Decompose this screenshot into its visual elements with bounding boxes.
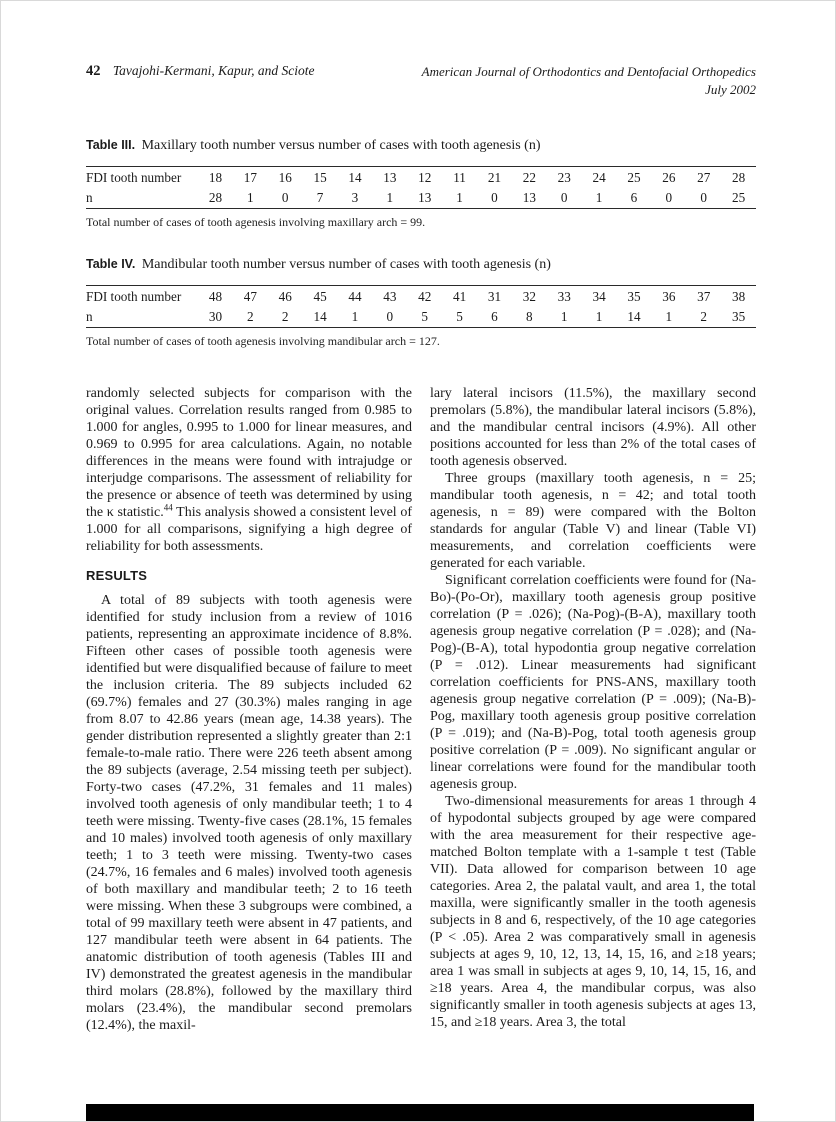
- table-cell: 45: [313, 288, 327, 304]
- table-cell: 2: [281, 309, 289, 325]
- journal-name: American Journal of Orthodontics and Dentofacial Orthopedics: [421, 64, 756, 79]
- table-cell: 35: [731, 309, 746, 325]
- table-cell: 30: [208, 309, 223, 325]
- table-iii-label: Table III.: [86, 138, 136, 153]
- table-cell: 24: [592, 169, 606, 185]
- table-iv-title: Mandibular tooth number versus number of cases with tooth agenesis (n): [141, 257, 551, 273]
- paragraph: Two-dimensional measurements for areas 1 through 4 of hypodontal subjects grouped by age were compared with the area measurement for their respective age-matched Bolton template with a 1-sample t test (Table VII). Data allowed for comparison between 10 age categories. Area 2, the palatal vault, and area 1, the total maxilla, were significantly smaller in the tooth agenesis subjects in 8 and 6, respectively, of the 10 age categories (P < .05). Area 2 was comparatively small in agenesis subjects at ages 9, 10, 12, 13, 14, 15, 16, and ≥18 years; area 1 was small in subjects at ages 9, 10, 14, 15, 16, and ≥18 years. Area 4, the mandibular corpus, was also significantly smaller in tooth agenesis subjects at ages 13, 15, and ≥18 years. Area 3, the total: [430, 794, 756, 1031]
- table-cell: 16: [278, 169, 292, 185]
- table-row: [86, 307, 756, 328]
- table-iii-caption: [86, 138, 756, 154]
- table-cell: 0: [491, 190, 498, 206]
- table-cell: 0: [281, 190, 289, 206]
- page-number: 42: [86, 63, 101, 79]
- table-cell: 13: [418, 190, 432, 206]
- table-cell: 25: [627, 169, 641, 185]
- table-cell: 11: [453, 169, 466, 185]
- table-cell: 14: [348, 169, 362, 185]
- table-iv-footnote: Total number of cases of tooth agenesis involving mandibular arch = 127.: [86, 334, 440, 349]
- table-cell: 6: [491, 309, 498, 325]
- table-cell: 15: [313, 169, 327, 185]
- table-cell: 32: [522, 288, 536, 304]
- table-cell: 31: [487, 288, 502, 304]
- row-header: FDI tooth number: [86, 169, 182, 185]
- table-cell: 0: [386, 309, 394, 325]
- bottom-scan-bar: [86, 1104, 754, 1122]
- table-cell: 5: [456, 309, 463, 325]
- table-cell: 47: [243, 288, 257, 304]
- left-column: [86, 385, 412, 1034]
- paragraph: Significant correlation coefficients were found for (Na-Bo)-(Po-Or), maxillary tooth agenesis group positive correlation (P = .026); (Na-Pog)-(B-A), maxillary tooth agenesis group negative correlation (P = .028); and (Na-Pog)-(B-A), total hypodontia group negative correlation (P = .012). Linear measurements had significant correlation coefficients for PNS-ANS, maxillary tooth agenesis group negative correlation (P = .009); (Na-B)-Pog, maxillary tooth agenesis group positive correlation (P = .019); and (Na-B)-Pog, total tooth agenesis group positive correlation (P = .009). No significant angular or linear correlations were found for the mandibular tooth agenesis group.: [430, 573, 756, 793]
- paragraph-text: randomly selected subjects for comparison with the original values. Correlation results ranged from 0.985 to 1.000 for angles, 0.995 to 1.000 for linear measures, and 0.969 to 0.995 for area calculations. Again, no notable differences in the means were found with intrajudge or interjudge comparisons. The assessment of reliability for the presence or absence of teeth was determined by using the κ statistic.: [86, 386, 412, 521]
- table-cell: 35: [627, 288, 641, 304]
- table-cell: 28: [208, 190, 223, 206]
- table-cell: 0: [665, 190, 673, 206]
- table-cell: 0: [700, 190, 707, 206]
- table-cell: 22: [522, 169, 536, 185]
- table-cell: 2: [700, 309, 707, 325]
- table-cell: 37: [697, 288, 711, 304]
- table-cell: 17: [243, 169, 257, 185]
- paragraph: A total of 89 subjects with tooth agenesis were identified for study inclusion from a review of 1016 patients, representing an approximate incidence of 8.8%. Fifteen other cases of possible tooth agenesis were identified but were disqualified because of failure to meet the inclusion criteria. The 89 subjects included 62 (69.7%) females and 27 (30.3%) males ranging in age from 8.07 to 42.86 years (mean age, 14.38 years). The gender distribution represented a slightly greater than 2:1 female-to-male ratio. There were 226 teeth absent among the 89 subjects (average, 2.54 missing teeth per subject). Forty-two cases (47.2%, 31 females and 11 males) involved tooth agenesis of only mandibular teeth; 1 to 4 teeth were missing. Twenty-five cases (28.1%, 15 females and 10 males) involved tooth agenesis of only maxillary teeth; 1 to 3 teeth were missing. Twenty-two cases (24.7%, 16 females and 6 males) involved tooth agenesis of both maxillary and mandibular teeth; 2 to 16 teeth were missing. When these 3 subgroups were combined, a total of 99 maxillary teeth were absent in 47 patients, and 127 mandibular teeth were absent in 64 patients. The anatomic distribution of tooth agenesis (Tables III and IV) demonstrated the greatest agenesis in the mandibular third molars (28.8%), followed by the maxillary third molars (23.4%), the mandibular second premolars (12.4%), the maxil-: [86, 593, 412, 1034]
- article-body: [86, 385, 756, 1034]
- table-cell: 18: [208, 169, 223, 185]
- table-cell: 44: [348, 288, 362, 304]
- table-cell: 1: [560, 309, 568, 325]
- table-cell: 12: [418, 169, 432, 185]
- table-cell: 1: [351, 309, 359, 325]
- table-cell: 6: [630, 190, 638, 206]
- table-cell: 5: [421, 309, 428, 325]
- table-cell: 38: [731, 288, 746, 304]
- table-iii-title: Maxillary tooth number versus number of cases with tooth agenesis (n): [141, 138, 541, 154]
- footnote-ref: 44: [163, 502, 173, 513]
- table-iv: [86, 285, 756, 328]
- table-cell: 1: [595, 309, 603, 325]
- running-authors: Tavajohi-Kermani, Kapur, and Sciote: [112, 63, 315, 78]
- table-cell: 0: [560, 190, 568, 206]
- table-cell: 26: [662, 169, 676, 185]
- table-cell: 14: [313, 309, 327, 325]
- table-cell: 33: [557, 288, 571, 304]
- paragraph-text: This analysis showed a consistent level of 1.000 for all comparisons, signifying a high degree of reliability for both assessments.: [86, 505, 412, 555]
- table-row: [86, 188, 756, 209]
- table-cell: 48: [208, 288, 223, 304]
- table-row: [86, 167, 756, 188]
- journal-issue: July 2002: [705, 81, 756, 97]
- table-cell: 42: [418, 288, 432, 304]
- table-cell: 28: [731, 169, 746, 185]
- table-iv-block: [86, 257, 756, 349]
- table-cell: 1: [595, 190, 603, 206]
- table-cell: 34: [592, 288, 606, 304]
- row-header: FDI tooth number: [86, 288, 182, 304]
- table-iii-block: [86, 138, 756, 230]
- table-cell: 25: [731, 190, 746, 206]
- paragraph: [86, 385, 412, 555]
- table-cell: 1: [386, 190, 394, 206]
- table-row: [86, 286, 756, 307]
- results-heading: RESULTS: [86, 568, 148, 584]
- table-cell: 2: [247, 309, 254, 325]
- table-cell: 27: [697, 169, 711, 185]
- paragraph: lary lateral incisors (11.5%), the maxillary second premolars (5.8%), the mandibular lateral incisors (5.8%), and the mandibular central incisors (4.9%). All other positions accounted for less than 2% of the total cases of tooth agenesis observed.: [430, 386, 756, 470]
- table-cell: 1: [247, 190, 254, 206]
- table-iv-body: [86, 286, 756, 328]
- table-cell: 41: [452, 288, 467, 304]
- table-iv-label: Table IV.: [86, 257, 136, 272]
- row-header: n: [86, 309, 93, 325]
- table-iii: [86, 166, 756, 209]
- table-cell: 13: [522, 190, 536, 206]
- table-iii-body: [86, 167, 756, 209]
- page-header: [86, 63, 756, 98]
- row-header: n: [86, 190, 93, 206]
- table-cell: 21: [487, 169, 502, 185]
- table-cell: 1: [665, 309, 673, 325]
- paragraph: Three groups (maxillary tooth agenesis, n = 25; mandibular tooth agenesis, n = 42; and total tooth agenesis, n = 89) were compared with the Bolton standards for angular (Table V) and linear (Table VI) measurements, and correlation coefficients were generated for each variable.: [430, 471, 756, 572]
- table-iii-footnote: Total number of cases of tooth agenesis involving maxillary arch = 99.: [86, 215, 426, 230]
- running-head-right: [422, 63, 756, 98]
- table-cell: 13: [383, 169, 397, 185]
- table-cell: 46: [278, 288, 292, 304]
- table-cell: 8: [526, 309, 533, 325]
- right-column: [430, 385, 756, 1034]
- table-cell: 14: [627, 309, 641, 325]
- table-cell: 23: [557, 169, 571, 185]
- table-cell: 43: [383, 288, 397, 304]
- table-iv-caption: [86, 257, 756, 273]
- running-head-left: [86, 63, 315, 80]
- table-cell: 3: [351, 190, 359, 206]
- page-content: [86, 63, 756, 1034]
- table-cell: 7: [316, 190, 324, 206]
- table-cell: 36: [662, 288, 676, 304]
- table-cell: 1: [456, 190, 463, 206]
